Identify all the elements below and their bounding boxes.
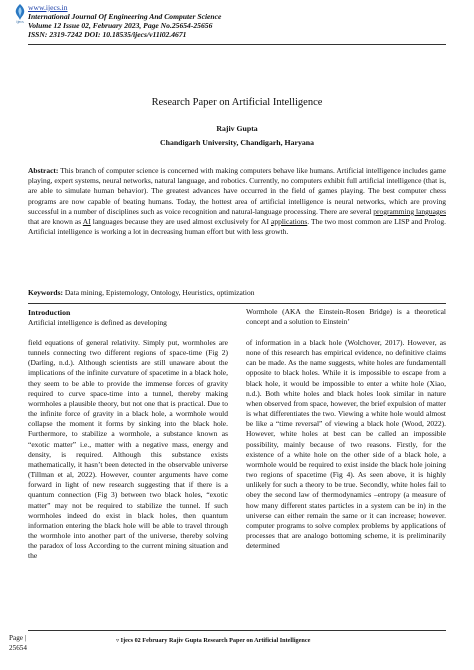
keywords: [28, 288, 446, 298]
header-divider: [28, 44, 446, 45]
author-affiliation: Chandigarh University, Chandigarh, Haryana: [159, 138, 314, 147]
journal-name: International Journal Of Engineering And Computer Science: [28, 11, 222, 21]
abstract-text-3: languages because they are used almost exclusively for AI: [90, 217, 271, 227]
wormhole-paragraph: Wormhole (AKA the Einstein-Rosen Bridge) is a theoretical concept and a solution to Einstein’: [246, 307, 446, 327]
ai-link[interactable]: AI: [82, 217, 91, 227]
introduction-heading: Introduction: [28, 308, 71, 317]
page-number: [9, 633, 27, 653]
journal-url-link[interactable]: www.ijecs.in: [28, 3, 68, 12]
abstract-text-1: This branch of computer science is concerned with making computers behave like humans. Artificial intelligence includes game playing, expert systems, neural networks, natural language, and robotics. Currently, no computers exhibit full artificial intelligence (that is, are able to simulate human behavior). The greatest advances have occurred in the field of games playing. The best computer chess programs are now capable of beating humans. Today, the hottest area of artificial intelligence is neural networks, which are proving successful in a number of disciplines such as voice recognition and natural-language processing. There are several: [28, 166, 446, 216]
page-number-value: 25654: [9, 644, 27, 652]
keywords-text: Data mining, Epistemology, Ontology, Heuristics, optimization: [63, 288, 255, 297]
logo-text: ijecs: [16, 19, 24, 24]
journal-issn: ISSN: 2319-7242 DOI: 10.18535/ijecs/v11i02.4671: [28, 29, 187, 39]
abstract-text-4: . The two most common are LISP and Prolog. Artificial intelligence is working a lot in decreasing human effort but with less growth.: [28, 217, 446, 237]
paper-title: Research Paper on Artificial Intelligence: [151, 97, 323, 108]
abstract-text-2: that are known as: [28, 217, 83, 227]
applications-link[interactable]: applications: [271, 217, 308, 227]
footer-divider: [28, 630, 446, 631]
footer-mark-icon: ▿: [116, 637, 121, 644]
running-title: Ijecs 02 February Rajiv Gupta Research Paper on Artificial Intelligence: [120, 637, 311, 644]
left-column-text: field equations of general relativity. Simply put, wormholes are tunnels connecting two different regions of space-time (Fig 2) (Darling, n.d.). Although scientists are still unaware about the implications of the infinite curvature of spacetime in a black hole, they seem to be able to provide the immense forces of gravity required to curve space-time into a tunnel, thereby making wormholes a plausible theory, but not one that is practical. Due to the infinite force of gravity in a black hole, a wormhole would collapse the moment it forms by sinking into the black hole. Furthermore, to stabilize a wormhole, a substance known as “exotic matter” i.e., matter with a negative mass, energy and density, is required. Although this substance exists mathematically, it hasn’t been detected in the observable universe (Tillman et al, 2022). However, counter arguments have come forward in light of new research suggesting that if there is a quantum connection (Fig 3) between two black holes, “exotic matter” may not be required to stabilize the tunnel. If such wormholes indeed do exist in black holes, then quantum information entering the black hole will be able to travel through the wormhole into another part of the universe, thereby solving the paradox of loss According to the current mining situation and the: [28, 338, 228, 561]
keywords-label: Keywords:: [28, 288, 63, 297]
keywords-divider: [28, 303, 446, 304]
page-label: Page |: [9, 634, 27, 642]
journal-volume: Volume 12 Issue 02, February 2023, Page No.25654-25656: [28, 20, 213, 30]
author-name: Rajiv Gupta: [216, 124, 258, 133]
abstract-label: Abstract:: [28, 166, 59, 175]
abstract: [28, 166, 446, 237]
journal-header: [28, 4, 221, 40]
right-column-text: of information in a black hole (Wolchover, 2017). However, as none of this research has empirical evidence, no definitive claims can be made. As the name suggests, white holes are fundamentall opposite to black holes. While it is impossible to escape from a black hole, it would be impossible to enter a white hole (Xiao, n.d.). Both white holes and black holes look similar in nature when observed from space, however, the brief expulsion of matter is what differentiates the two. Viewing a white hole would almost be like a “time reversal” of viewing a black hole (Wood, 2022). However, white holes at best can be called an impossible possibility, mainly because of two reasons. Firstly, for the existence of a white hole on the other side of a black hole, a wormhole would be required to exist inside the black hole joining two regions of spacetime (Fig 4). As seen above, it is highly unlikely for such a theory to be true. Secondly, white holes fail to obey the second law of thermodynamics –entropy (a measure of how many different states particles in a system can be in) in the universe can either remain the same or it can increase; however. computer programs to solve complex problems by applications of processes that are analogo bottoming scheme, it is preliminarily determined: [246, 338, 446, 551]
programming-languages-link[interactable]: programming languages: [373, 206, 446, 216]
introduction-line: Artificial intelligence is defined as developing: [28, 318, 167, 327]
running-footer: [116, 637, 310, 644]
